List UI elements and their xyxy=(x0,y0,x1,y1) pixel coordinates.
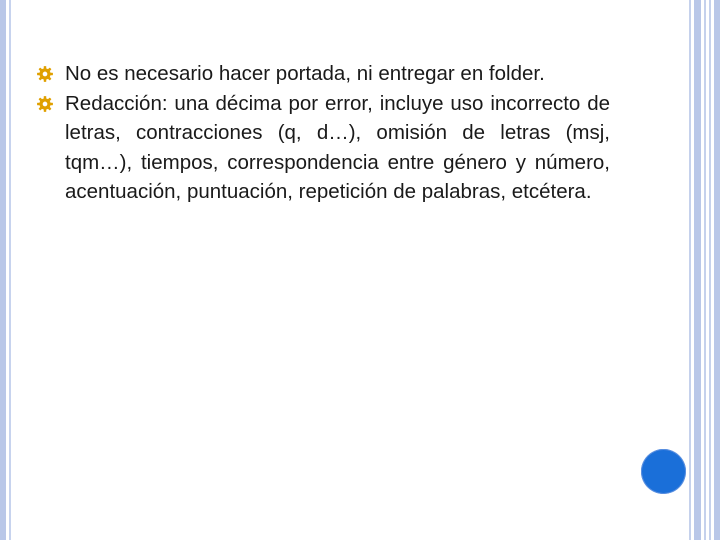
right-border-line xyxy=(709,0,711,540)
right-border-line xyxy=(704,0,706,540)
bullet-text: Redacción: una décima por error, incluye uso incorrecto de letras, contracciones (q, d…), omisión de letras (msj, tqm…), tiempos, correspondencia entre género y número, acentuación, puntuación, repetición de palabras, etcétera. xyxy=(65,91,610,203)
left-border-line xyxy=(9,0,11,540)
left-border-decoration xyxy=(0,0,6,540)
bullet-list xyxy=(36,59,610,207)
bullet-text: No es necesario hacer portada, ni entregar en folder. xyxy=(65,62,545,85)
right-border-line xyxy=(689,0,691,540)
blue-circle-ornament xyxy=(641,449,686,494)
settings-bullet-icon xyxy=(36,95,54,113)
list-item xyxy=(36,59,610,89)
right-border-bar xyxy=(714,0,720,540)
list-item xyxy=(36,89,610,207)
settings-bullet-icon xyxy=(36,65,54,83)
right-border-bar xyxy=(694,0,701,540)
